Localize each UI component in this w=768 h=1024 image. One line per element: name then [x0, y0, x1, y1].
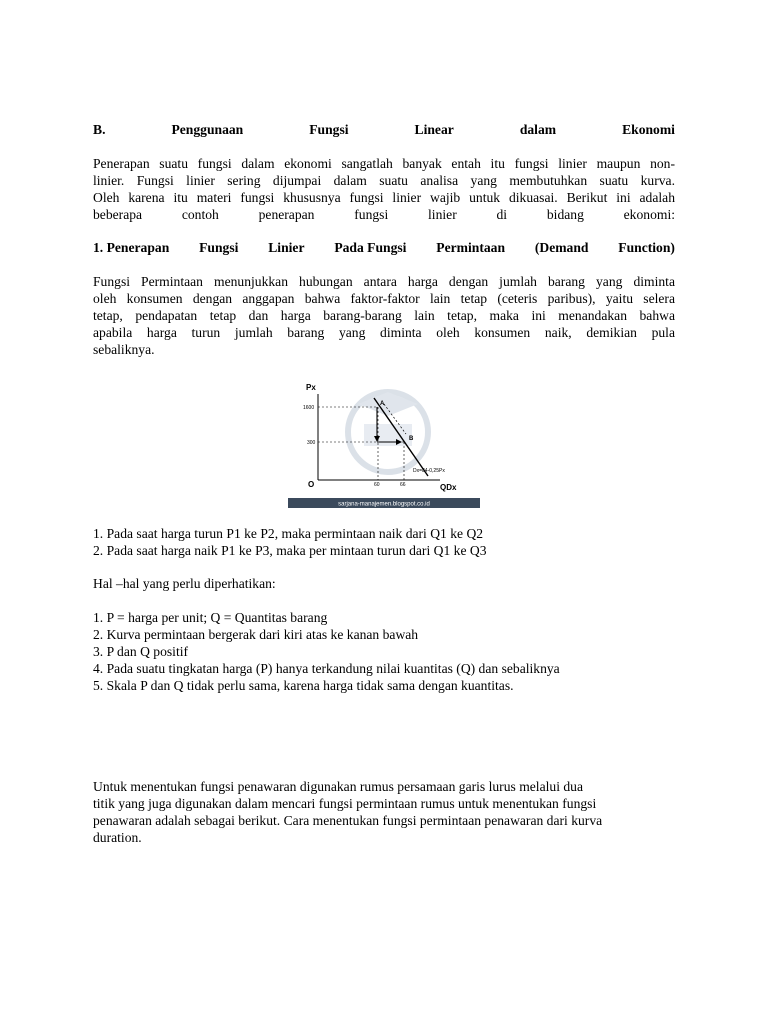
- heading-word: Ekonomi: [622, 122, 675, 137]
- demand-curve-figure: [288, 380, 480, 508]
- list-item: 5. Skala P dan Q tidak perlu sama, karena harga tidak sama dengan kuantitas.: [93, 678, 514, 693]
- watermark-logo: [348, 392, 428, 472]
- notes-title: Hal –hal yang perlu diperhatikan:: [93, 576, 276, 591]
- subheading-word: Fungsi: [199, 240, 239, 255]
- list-item: 2. Pada saat harga naik P1 ke P3, maka per mintaan turun dari Q1 ke Q3: [93, 543, 487, 558]
- heading-word: Linear: [414, 122, 454, 137]
- notes-list: [93, 609, 675, 694]
- heading-word: Penggunaan: [171, 122, 244, 137]
- paragraph-line: Oleh karena itu materi fungsi khususnya fungsi linier wajib untuk dikuasai. Berikut ini adalah: [93, 190, 675, 205]
- paragraph-line: titik yang juga digunakan dalam mencari fungsi permintaan rumus untuk menentukan fungsi: [93, 796, 597, 811]
- subheading-word: Permintaan: [436, 240, 506, 255]
- point-b-label: B: [409, 436, 414, 442]
- paragraph-line: penawaran adalah sebagai berikut. Cara menentukan fungsi permintaan penawaran dari kurva: [93, 813, 603, 828]
- demand-paragraph: [93, 273, 675, 358]
- paragraph-line: linier. Fungsi linier sering dijumpai dalam suatu analisa yang membutuhkan suatu kurva.: [93, 173, 675, 188]
- equation-label: Dx=84-0,25Px: [413, 468, 445, 474]
- paragraph-line: duration.: [93, 830, 142, 845]
- heading-word: Fungsi: [309, 122, 349, 137]
- point-a-label: A: [380, 401, 385, 407]
- paragraph-line: sebaliknya.: [93, 342, 155, 357]
- subheading-word: Pada Fungsi: [334, 240, 407, 255]
- subheading-word: 1. Penerapan: [93, 240, 170, 255]
- x-tick-label: 60: [374, 482, 380, 488]
- origin-label: O: [308, 480, 315, 489]
- list-item: 1. P = harga per unit; Q = Quantitas barang: [93, 610, 328, 625]
- list-item: 3. P dan Q positif: [93, 644, 189, 659]
- supply-paragraph: [93, 778, 675, 846]
- subheading-word: Function): [618, 240, 675, 255]
- y-tick-label: 1600: [303, 405, 315, 411]
- paragraph-line: apabila harga turun jumlah barang yang diminta oleh konsumen naik, demikian pula: [93, 325, 675, 340]
- x-axis-label: QDx: [440, 483, 457, 492]
- list-item: 2. Kurva permintaan bergerak dari kiri atas ke kanan bawah: [93, 627, 419, 642]
- paragraph-line: tetap, pendapatan tetap dan harga barang-barang lain tetap, maka ini menandakan bahwa: [93, 308, 675, 323]
- paragraph-line: Untuk menentukan fungsi penawaran digunakan rumus persamaan garis lurus melalui dua: [93, 779, 583, 794]
- paragraph-line: Penerapan suatu fungsi dalam ekonomi sangatlah banyak entah itu fungsi linier maupun non-: [93, 156, 675, 171]
- y-axis-label: Px: [306, 383, 316, 392]
- x-tick-label: 66: [400, 482, 406, 488]
- price-change-list: [93, 525, 675, 559]
- section-number: B.: [93, 122, 106, 137]
- heading-word: dalam: [519, 122, 557, 137]
- list-item: 4. Pada suatu tingkatan harga (P) hanya terkandung nilai kuantitas (Q) dan sebaliknya: [93, 661, 560, 676]
- intro-paragraph: [93, 155, 675, 223]
- paragraph-line: Fungsi Permintaan menunjukkan hubungan antara harga dengan jumlah barang yang diminta: [93, 274, 675, 289]
- y-tick-label: 300: [307, 440, 316, 446]
- subsection-heading: [93, 240, 675, 256]
- section-heading: [93, 122, 675, 138]
- subheading-word: Linier: [268, 240, 305, 255]
- watermark-caption: sarjana-manajemen.blogspot.co.id: [338, 501, 430, 508]
- paragraph-line: oleh konsumen dengan anggapan bahwa faktor-faktor lain tetap (ceteris paribus), yaitu selera: [93, 291, 675, 306]
- list-item: 1. Pada saat harga turun P1 ke P2, maka permintaan naik dari Q1 ke Q2: [93, 526, 484, 541]
- subheading-word: (Demand: [534, 240, 589, 255]
- paragraph-line: beberapa contoh penerapan fungsi linier di bidang ekonomi:: [93, 207, 675, 222]
